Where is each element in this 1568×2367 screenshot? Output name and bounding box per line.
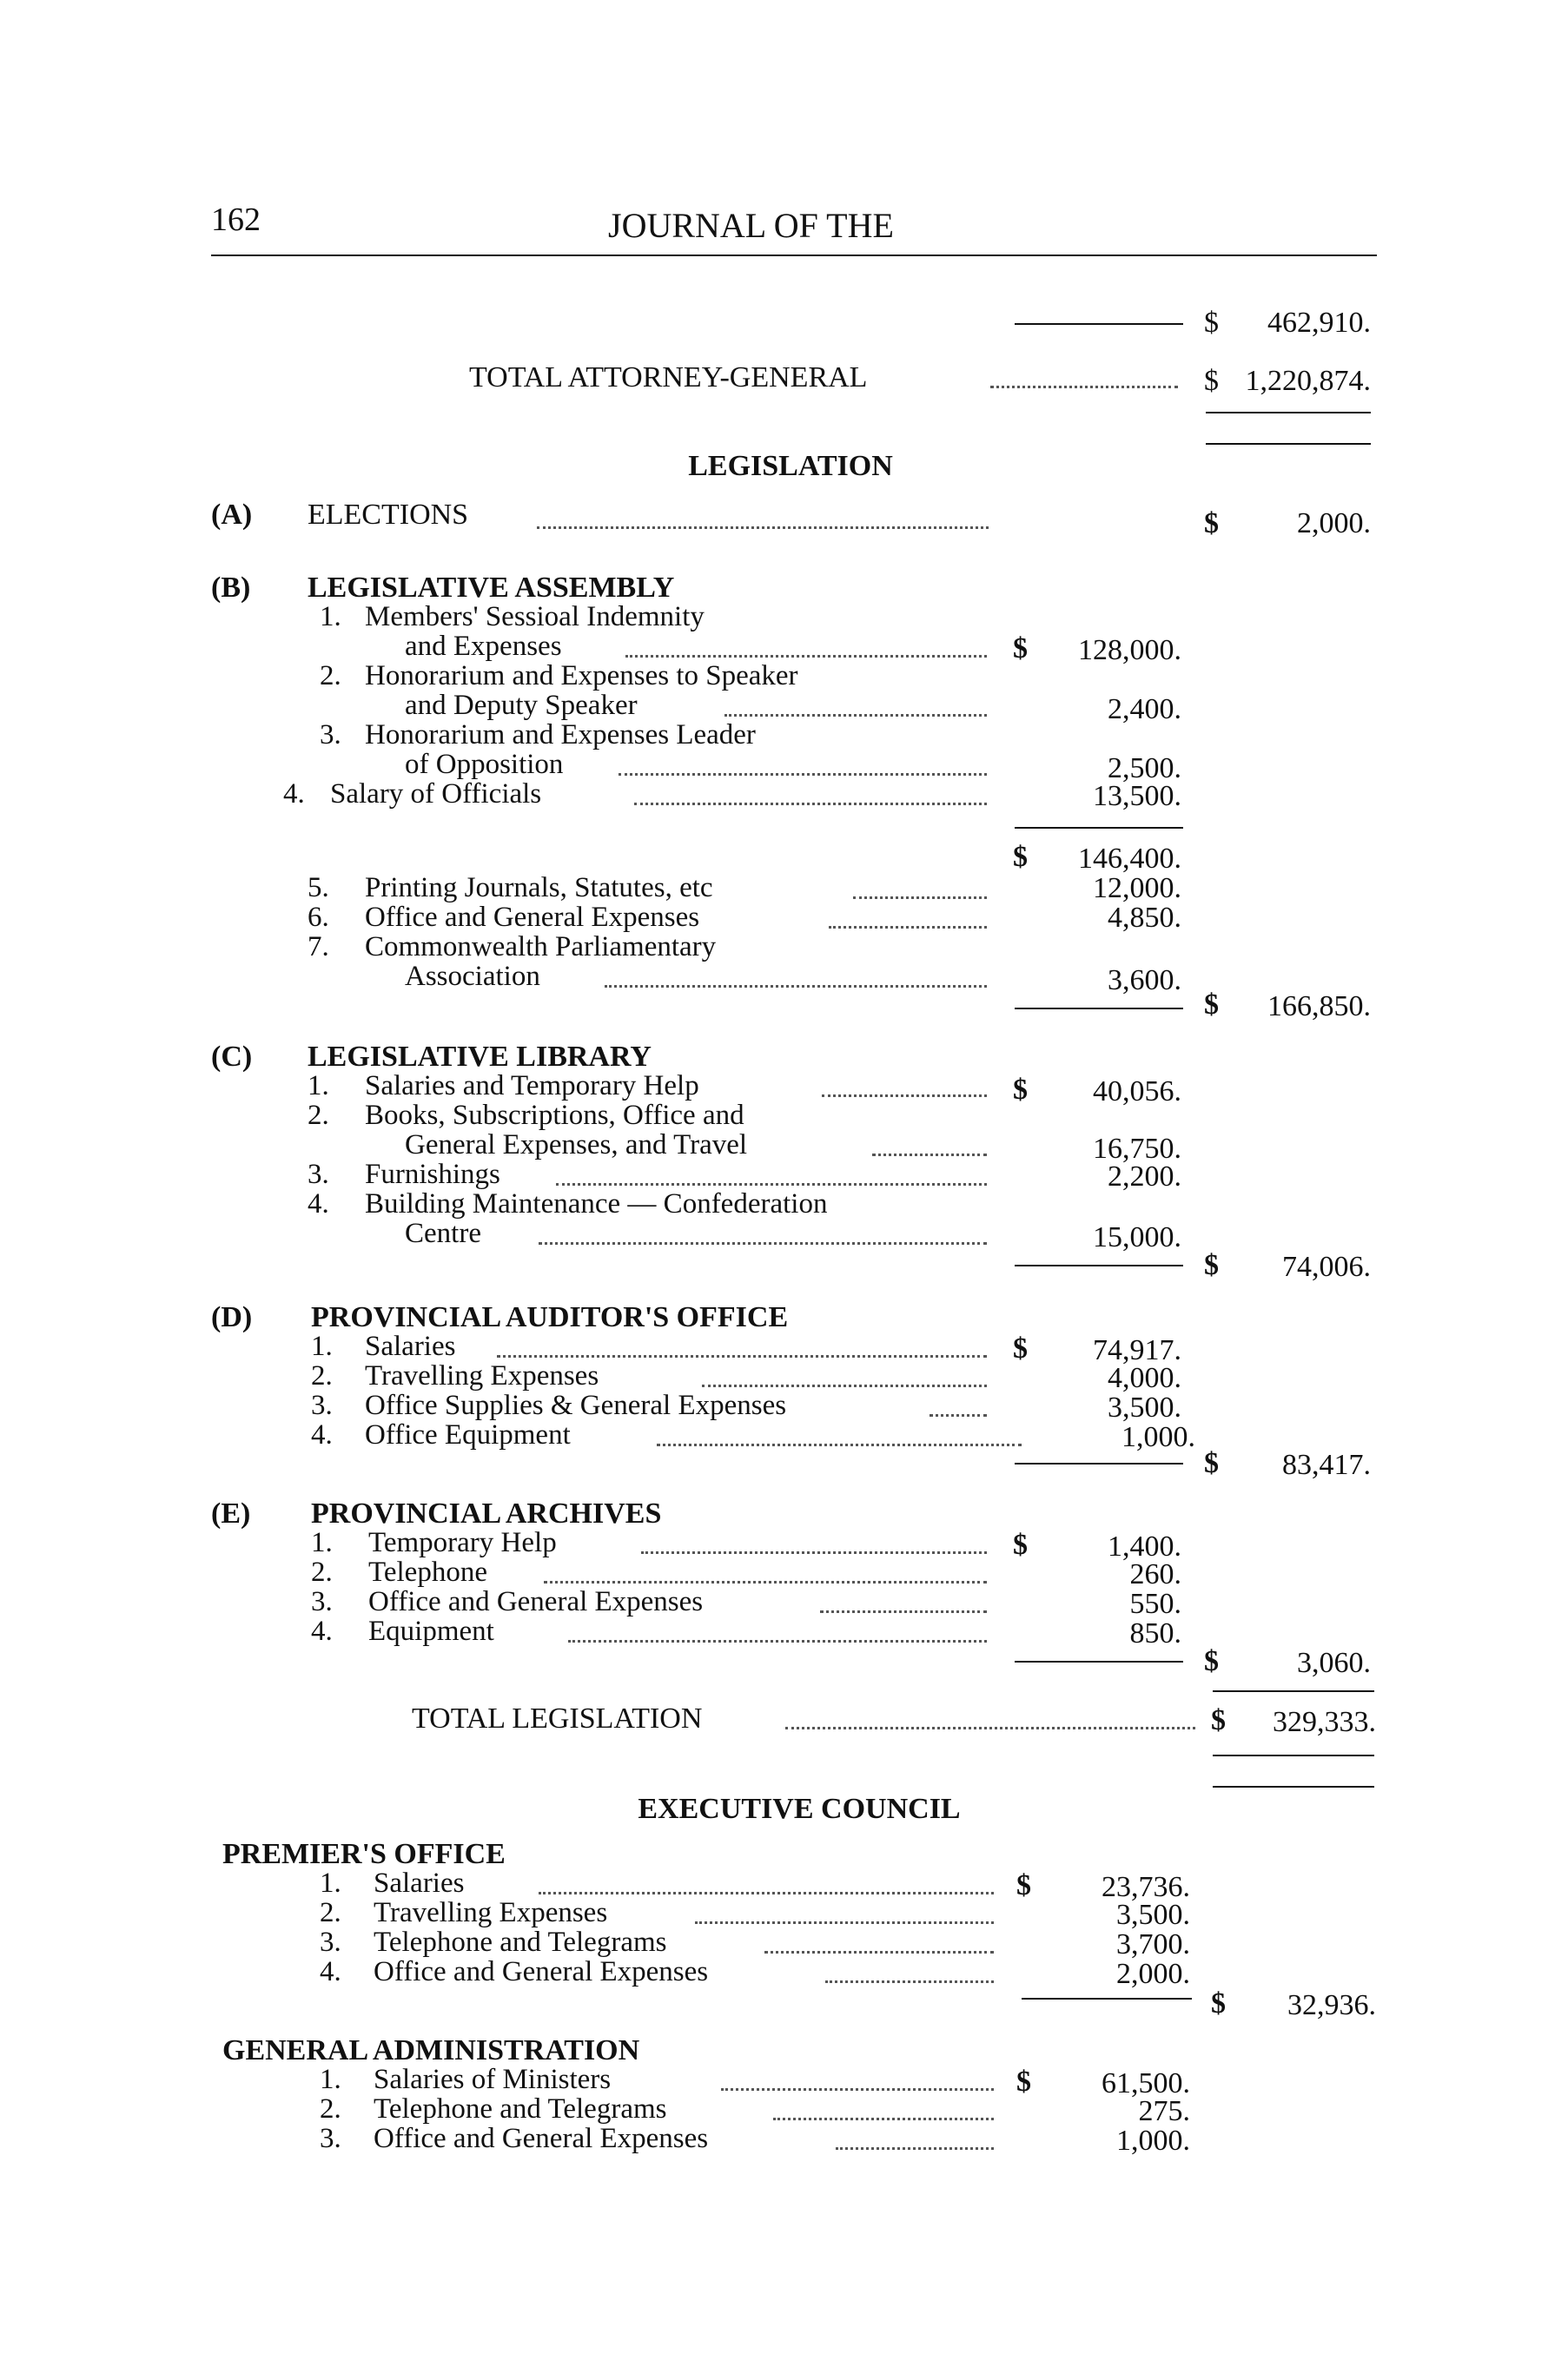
- item-label: Temporary Help: [368, 1527, 557, 1558]
- item-amount: 2,500.: [1108, 752, 1181, 784]
- double-rule-bottom: [1213, 1786, 1374, 1788]
- double-rule-bottom: [1206, 443, 1371, 445]
- item-label: Salary of Officials: [330, 778, 542, 810]
- item-number: 2.: [311, 1557, 333, 1588]
- item-number: 7.: [308, 931, 329, 962]
- item-dollar: $: [1016, 1869, 1031, 1901]
- item-amount: 128,000.: [1078, 634, 1181, 666]
- item-number: 3.: [320, 2123, 341, 2154]
- item-label-cont: and Deputy Speaker: [405, 690, 638, 721]
- item-amount: 13,500.: [1093, 780, 1181, 812]
- item-label: Honorarium and Expenses Leader: [365, 719, 756, 750]
- item-amount: 16,750.: [1093, 1133, 1181, 1165]
- letter-d: (D): [211, 1301, 253, 1333]
- item-amount: 1,000.: [1116, 2125, 1190, 2157]
- leader-dots: [724, 714, 987, 717]
- subtotal-rule: [1015, 827, 1183, 829]
- total-legislation-dollar: $: [1211, 1704, 1226, 1736]
- item-label: Telephone: [368, 1557, 487, 1588]
- item-label-cont: Association: [405, 961, 540, 992]
- item-label: Members' Sessioal Indemnity: [365, 601, 705, 632]
- elections-dollar: $: [1204, 507, 1219, 539]
- item-label: Salaries and Temporary Help: [365, 1070, 699, 1101]
- leader-dots: [822, 1094, 987, 1097]
- item-dollar: $: [1013, 632, 1028, 664]
- item-label: Printing Journals, Statutes, etc: [365, 872, 713, 903]
- section-total-dollar: $: [1204, 1249, 1219, 1281]
- item-number: 2.: [308, 1100, 329, 1131]
- item-label: Office and General Expenses: [365, 902, 700, 933]
- leader-dots: [657, 1444, 1022, 1446]
- item-number: 2.: [311, 1360, 333, 1392]
- total-legislation-label: TOTAL LEGISLATION: [412, 1703, 703, 1735]
- header-rule: [211, 255, 1377, 256]
- leader-dots: [634, 803, 987, 805]
- running-title: JOURNAL OF THE: [608, 206, 894, 245]
- item-number: 4.: [311, 1616, 333, 1647]
- item-amount: 2,200.: [1108, 1160, 1181, 1193]
- item-label: Salaries: [374, 1868, 465, 1899]
- item-number: 3.: [320, 719, 341, 750]
- item-label: Honorarium and Expenses to Speaker: [365, 660, 798, 691]
- section-heading-legislation: LEGISLATION: [688, 450, 893, 482]
- leader-dots: [825, 1980, 994, 1983]
- double-rule-top: [1206, 412, 1371, 413]
- subtotal-dollar: $: [1013, 841, 1028, 873]
- item-dollar: $: [1013, 1529, 1028, 1561]
- section-total-amount: 83,417.: [1282, 1449, 1371, 1481]
- item-label-cont: Centre: [405, 1218, 481, 1249]
- section-total-dollar: $: [1204, 1645, 1219, 1677]
- item-dollar: $: [1013, 1074, 1028, 1106]
- premier-office-heading: PREMIER'S OFFICE: [222, 1838, 506, 1870]
- item-label: Furnishings: [365, 1159, 500, 1190]
- item-number: 1.: [308, 1070, 329, 1101]
- carry-over-rule: [1015, 323, 1183, 325]
- section-heading-executive-council: EXECUTIVE COUNCIL: [638, 1793, 961, 1825]
- section-total-amount: 3,060.: [1297, 1647, 1371, 1679]
- elections-label: ELECTIONS: [308, 499, 469, 531]
- item-amount: 40,056.: [1093, 1075, 1181, 1107]
- item-amount: 74,917.: [1093, 1334, 1181, 1366]
- item-number: 1.: [311, 1331, 333, 1362]
- item-number: 3.: [311, 1586, 333, 1617]
- item-amount: 12,000.: [1093, 872, 1181, 904]
- leader-dots: [773, 2118, 994, 2120]
- item-number: 2.: [320, 660, 341, 691]
- item-number: 1.: [311, 1527, 333, 1558]
- item-amount: 2,400.: [1108, 693, 1181, 725]
- item-number: 2.: [320, 2093, 341, 2125]
- leader-dots: [556, 1183, 987, 1186]
- total-attorney-general-label: TOTAL ATTORNEY-GENERAL: [469, 361, 868, 393]
- elections-amount: 2,000.: [1297, 507, 1371, 539]
- item-label: Salaries of Ministers: [374, 2064, 612, 2095]
- total-attorney-general-dollar: $: [1204, 365, 1219, 397]
- item-label: Office Equipment: [365, 1419, 571, 1451]
- leader-dots: [702, 1385, 987, 1387]
- item-number: 1.: [320, 2064, 341, 2095]
- item-label: Travelling Expenses: [374, 1897, 608, 1928]
- item-amount: 275.: [1138, 2095, 1190, 2127]
- item-label: Office and General Expenses: [374, 1956, 709, 1987]
- item-dollar: $: [1016, 2066, 1031, 2098]
- item-label: Salaries: [365, 1331, 456, 1362]
- item-label: Building Maintenance — Confederation: [365, 1188, 828, 1220]
- item-amount: 550.: [1129, 1588, 1181, 1620]
- item-label: Equipment: [368, 1616, 494, 1647]
- leader-dots: [820, 1610, 987, 1613]
- carry-over-dollar: $: [1204, 307, 1219, 339]
- leader-dots: [497, 1355, 987, 1358]
- item-amount: 15,000.: [1093, 1221, 1181, 1253]
- letter-a: (A): [211, 499, 253, 531]
- leader-dots: [544, 1581, 987, 1584]
- item-label: Office and General Expenses: [374, 2123, 709, 2154]
- item-amount: 4,000.: [1108, 1362, 1181, 1394]
- item-label: Office and General Expenses: [368, 1586, 704, 1617]
- leader-dots: [619, 773, 987, 776]
- leader-dots: [539, 1892, 994, 1894]
- item-label: Telephone and Telegrams: [374, 1927, 667, 1958]
- section-total-rule: [1015, 1661, 1183, 1663]
- leader-dots: [990, 386, 1178, 388]
- archives-heading: PROVINCIAL ARCHIVES: [311, 1498, 662, 1530]
- leader-dots: [605, 985, 987, 988]
- section-total-amount: 32,936.: [1287, 1989, 1376, 2021]
- section-total-rule: [1015, 1008, 1183, 1009]
- letter-c: (C): [211, 1041, 253, 1073]
- item-amount: 4,850.: [1108, 902, 1181, 934]
- item-amount: 2,000.: [1116, 1958, 1190, 1990]
- total-legislation-amount: 329,333.: [1273, 1706, 1376, 1738]
- item-label: Commonwealth Parliamentary: [365, 931, 717, 962]
- item-label: Books, Subscriptions, Office and: [365, 1100, 744, 1131]
- item-dollar: $: [1013, 1332, 1028, 1365]
- item-number: 3.: [320, 1927, 341, 1958]
- assembly-heading: LEGISLATIVE ASSEMBLY: [308, 572, 675, 604]
- section-total-amount: 74,006.: [1282, 1251, 1371, 1283]
- leader-dots: [853, 896, 987, 899]
- item-number: 1.: [320, 601, 341, 632]
- item-label-cont: General Expenses, and Travel: [405, 1129, 748, 1160]
- leader-dots: [695, 1921, 994, 1924]
- leader-dots: [785, 1727, 1195, 1729]
- item-amount: 61,500.: [1102, 2067, 1190, 2099]
- total-attorney-general-amount: 1,220,874.: [1245, 365, 1371, 397]
- item-number: 3.: [308, 1159, 329, 1190]
- leader-dots: [836, 2147, 994, 2150]
- leader-dots: [641, 1551, 987, 1554]
- item-number: 6.: [308, 902, 329, 933]
- item-label-cont: and Expenses: [405, 631, 562, 662]
- section-total-dollar: $: [1204, 988, 1219, 1021]
- item-amount: 1,400.: [1108, 1531, 1181, 1563]
- section-total-dollar: $: [1211, 1987, 1226, 2020]
- leader-dots: [625, 655, 987, 658]
- section-total-rule: [1015, 1463, 1183, 1464]
- leader-dots: [829, 926, 987, 929]
- leader-dots: [872, 1154, 987, 1156]
- leader-dots: [721, 2088, 994, 2091]
- double-rule-top: [1213, 1755, 1374, 1756]
- leader-dots: [568, 1640, 987, 1643]
- item-amount: 260.: [1129, 1558, 1181, 1590]
- page-number: 162: [211, 202, 261, 238]
- subtotal-amount: 146,400.: [1078, 843, 1181, 875]
- item-number: 4.: [311, 1419, 333, 1451]
- item-number: 4.: [283, 778, 305, 810]
- item-amount: 850.: [1129, 1617, 1181, 1650]
- section-total-rule: [1022, 1998, 1192, 2000]
- library-heading: LEGISLATIVE LIBRARY: [308, 1041, 652, 1073]
- total-legislation-rule: [1213, 1690, 1374, 1692]
- item-label: Telephone and Telegrams: [374, 2093, 667, 2125]
- carry-over-amount: 462,910.: [1267, 307, 1371, 339]
- item-label: Office Supplies & General Expenses: [365, 1390, 787, 1421]
- section-total-amount: 166,850.: [1267, 990, 1371, 1022]
- leader-dots: [537, 526, 989, 529]
- item-label: Travelling Expenses: [365, 1360, 599, 1392]
- item-amount: 3,500.: [1116, 1899, 1190, 1931]
- item-amount: 3,600.: [1108, 964, 1181, 996]
- leader-dots: [764, 1951, 994, 1954]
- section-total-rule: [1015, 1265, 1183, 1266]
- item-number: 4.: [320, 1956, 341, 1987]
- item-number: 3.: [311, 1390, 333, 1421]
- leader-dots: [539, 1242, 987, 1245]
- item-number: 5.: [308, 872, 329, 903]
- item-number: 2.: [320, 1897, 341, 1928]
- leader-dots: [930, 1414, 987, 1417]
- item-amount: 3,700.: [1116, 1928, 1190, 1960]
- item-label-cont: of Opposition: [405, 749, 564, 780]
- auditor-heading: PROVINCIAL AUDITOR'S OFFICE: [311, 1301, 789, 1333]
- item-number: 4.: [308, 1188, 329, 1220]
- letter-e: (E): [211, 1498, 251, 1530]
- general-administration-heading: GENERAL ADMINISTRATION: [222, 2034, 640, 2066]
- item-amount: 23,736.: [1102, 1871, 1190, 1903]
- item-amount: 3,500.: [1108, 1392, 1181, 1424]
- item-amount: 1,000.: [1121, 1421, 1195, 1453]
- section-total-dollar: $: [1204, 1447, 1219, 1479]
- item-number: 1.: [320, 1868, 341, 1899]
- letter-b: (B): [211, 572, 251, 604]
